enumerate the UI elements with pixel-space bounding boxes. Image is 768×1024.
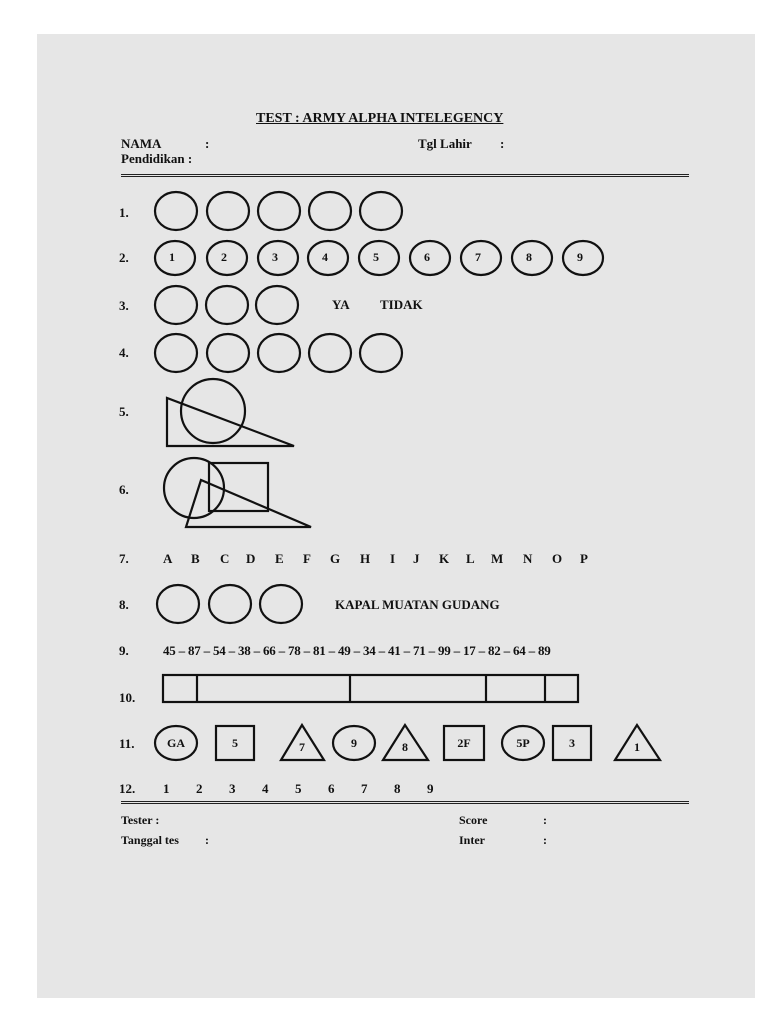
q2-number: 4	[322, 250, 328, 264]
q2-circle	[461, 241, 501, 275]
q1-circle	[309, 192, 351, 230]
q12-number: 5	[295, 781, 302, 796]
q7-letter: N	[523, 551, 533, 566]
q6-circle	[164, 458, 224, 518]
q3-circle	[155, 286, 197, 324]
q11-label: 1	[634, 740, 640, 754]
item-number-1: 1.	[119, 205, 129, 220]
q2-number: 1	[169, 250, 175, 264]
q12-number: 2	[196, 781, 203, 796]
q7-letter: A	[163, 551, 173, 566]
q2-circle	[563, 241, 603, 275]
tester-label: Tester :	[121, 813, 160, 827]
q12-number: 3	[229, 781, 236, 796]
tanggal-tes-label: Tanggal tes	[121, 833, 179, 847]
score-colon: :	[543, 813, 547, 827]
q4-circle	[207, 334, 249, 372]
q4-circle	[258, 334, 300, 372]
q2-number: 3	[272, 250, 278, 264]
q8-circle	[209, 585, 251, 623]
q3-word-ya: YA	[332, 297, 350, 312]
q2-number: 7	[475, 250, 481, 264]
q1-circle	[155, 192, 197, 230]
q7-letter: O	[552, 551, 563, 566]
q2-number: 9	[577, 250, 583, 264]
q7-letter: L	[466, 551, 475, 566]
q11-label: 5P	[516, 736, 530, 750]
tanggal-tes-colon: :	[205, 833, 209, 847]
item-number-4: 4.	[119, 345, 129, 360]
q7-letter: P	[580, 551, 588, 566]
q6-triangle	[186, 480, 311, 527]
q11-label: GA	[167, 736, 185, 750]
q7-letter: G	[330, 551, 341, 566]
q5-circle	[181, 379, 245, 443]
q2-number: 5	[373, 250, 379, 264]
item-number-7: 7.	[119, 551, 129, 566]
q2-circle	[359, 241, 399, 275]
q2-number: 6	[424, 250, 430, 264]
q1-circle	[258, 192, 300, 230]
q11-label: 9	[351, 736, 357, 750]
q11-label: 3	[569, 736, 575, 750]
q2-circle	[512, 241, 552, 275]
q11-label: 7	[299, 740, 305, 754]
nama-colon: :	[205, 136, 210, 151]
q7-letter: E	[275, 551, 284, 566]
q12-number: 1	[163, 781, 170, 796]
q7-letter: C	[220, 551, 230, 566]
q7-letter: J	[413, 551, 420, 566]
item-number-2: 2.	[119, 250, 129, 265]
q2-circle	[207, 241, 247, 275]
item-number-6: 6.	[119, 482, 129, 497]
q2-circle	[155, 241, 195, 275]
q11-label: 5	[232, 736, 238, 750]
q2-circle	[410, 241, 450, 275]
item-number-10: 10.	[119, 690, 136, 705]
q11-label: 8	[402, 740, 408, 754]
q8-words: KAPAL MUATAN GUDANG	[335, 597, 500, 612]
q7-letter: D	[246, 551, 256, 566]
q1-circle	[207, 192, 249, 230]
score-label: Score	[459, 813, 488, 827]
q12-number: 9	[427, 781, 434, 796]
q2-number: 2	[221, 250, 227, 264]
q4-circle	[155, 334, 197, 372]
q3-circle	[206, 286, 248, 324]
pendidikan-label: Pendidikan :	[121, 151, 193, 166]
inter-label: Inter	[459, 833, 485, 847]
q8-circle	[157, 585, 199, 623]
q2-number: 8	[526, 250, 532, 264]
q9-sequence: 45 – 87 – 54 – 38 – 66 – 78 – 81 – 49 – 34 – 41 – 71 – 99 – 17 – 82 – 64 – 89	[163, 643, 551, 658]
q3-word-tidak: TIDAK	[380, 297, 423, 312]
q7-letter: B	[191, 551, 200, 566]
item-number-5: 5.	[119, 404, 129, 419]
q7-letter: K	[439, 551, 450, 566]
q10-box	[163, 675, 578, 702]
q4-circle	[309, 334, 351, 372]
q12-number: 6	[328, 781, 335, 796]
item-number-11: 11.	[119, 736, 135, 751]
q7-letter: M	[491, 551, 504, 566]
q2-circle	[308, 241, 348, 275]
item-number-8: 8.	[119, 597, 129, 612]
item-number-12: 12.	[119, 781, 136, 796]
page-title: TEST : ARMY ALPHA INTELEGENCY	[256, 111, 504, 126]
q4-circle	[360, 334, 402, 372]
tgl-lahir-label: Tgl Lahir	[418, 136, 472, 151]
q12-number: 7	[361, 781, 368, 796]
q7-letter: H	[360, 551, 371, 566]
nama-label: NAMA	[121, 136, 162, 151]
q11-label: 2F	[457, 736, 471, 750]
q7-letter: I	[390, 551, 396, 566]
q1-circle	[360, 192, 402, 230]
footer-divider	[121, 801, 689, 804]
q2-circle	[258, 241, 298, 275]
q8-circle	[260, 585, 302, 623]
q12-number: 8	[394, 781, 401, 796]
q7-letter: F	[303, 551, 311, 566]
tgl-lahir-colon: :	[500, 136, 505, 151]
q12-number: 4	[262, 781, 269, 796]
q3-circle	[256, 286, 298, 324]
item-number-3: 3.	[119, 298, 129, 313]
item-number-9: 9.	[119, 643, 129, 658]
inter-colon: :	[543, 833, 547, 847]
